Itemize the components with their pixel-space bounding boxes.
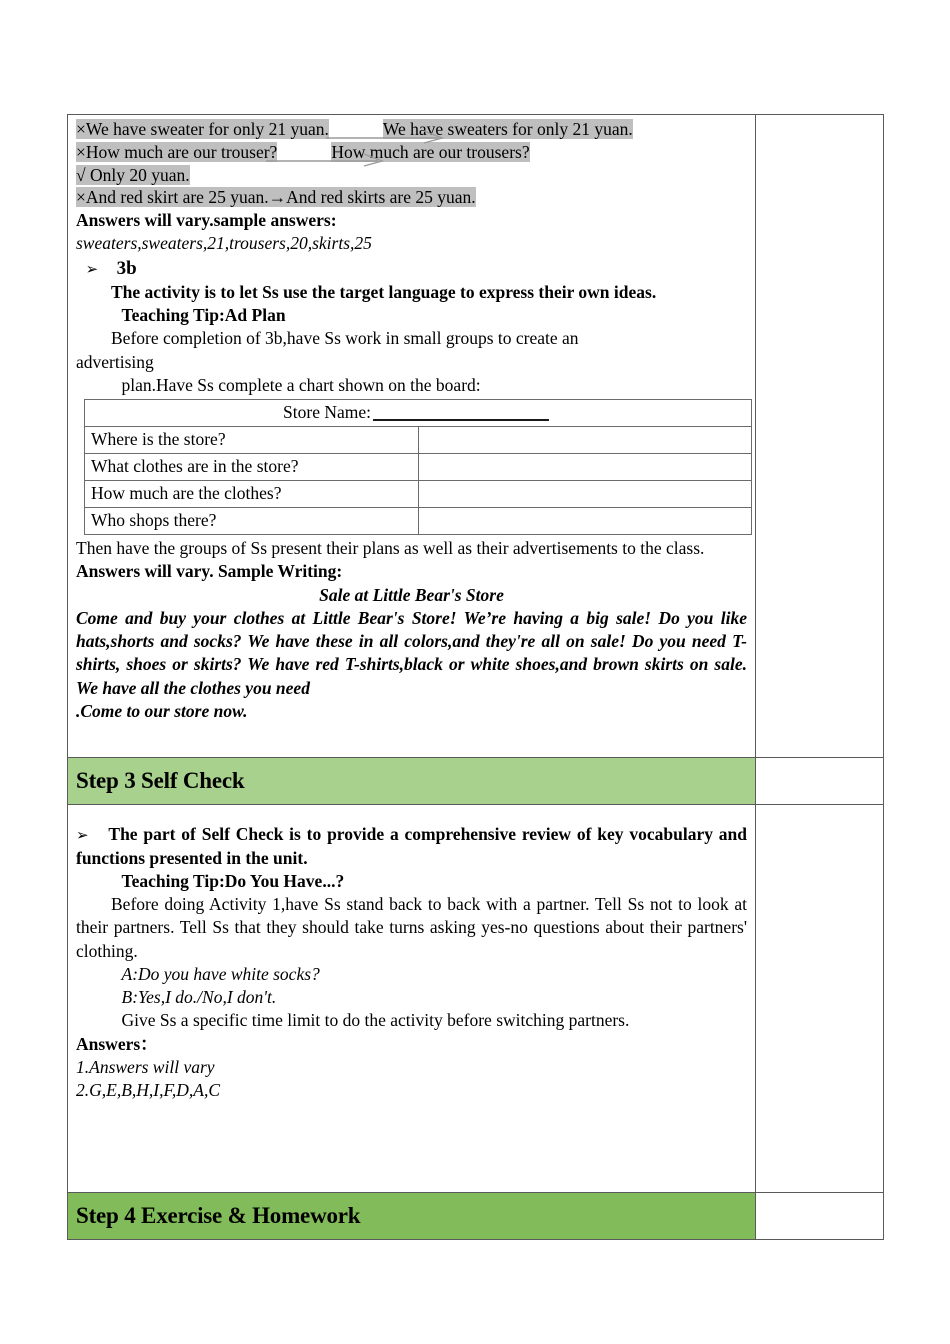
chart-row <box>85 427 752 454</box>
chart-row <box>85 508 752 535</box>
chart-row <box>85 481 752 508</box>
step3-band-cell <box>68 758 756 805</box>
lesson-plan-table <box>67 114 884 1240</box>
sample-writing-body: Come and buy your clothes at Little Bear's Store! We’re having a big sale! Do you like hats,shorts and socks? We have these in all colors,and they're all on sale! Do you need T-shirts, shoes or skirts? We have red T-shirts,black or white shoes,and brown skirts on sale. We have all the clothes you need <box>76 607 747 698</box>
store-name-label: Store Name: <box>283 402 371 423</box>
correction-line-4 <box>76 186 747 209</box>
tip-body-3b-line2: advertising <box>76 351 154 372</box>
sample-writing-title: Sale at Little Bear's Store <box>319 584 504 605</box>
table-row-step3-banner <box>68 758 884 805</box>
main-content-cell <box>68 115 756 758</box>
sample-writing-body-last: .Come to our store now. <box>76 700 248 721</box>
chart-question-2: What clothes are in the store? <box>85 454 419 481</box>
correction-line-1 <box>76 118 747 141</box>
teaching-tip-title-3b: Teaching Tip:Ad Plan <box>121 305 286 326</box>
chart-answer-3[interactable] <box>418 481 752 508</box>
correction-wrong-4: ×And red skirt are 25 yuan. <box>76 187 269 208</box>
table-row-content <box>68 115 884 758</box>
side-note-cell-1[interactable] <box>756 115 884 758</box>
step3-title: Step 3 Self Check <box>76 768 245 794</box>
answers-heading-3a: Answers will vary.sample answers: <box>76 210 337 230</box>
correction-wrong-2: ×How much are our trouser? <box>76 141 278 162</box>
step4-band-cell <box>68 1193 756 1240</box>
correction-right-2: How much are our trousers? <box>331 141 530 162</box>
chart-header-cell <box>85 400 752 427</box>
tip-body-3b-line3: plan.Have Ss complete a chart shown on the board: <box>121 374 481 395</box>
arrowhead-bullet-icon-step3: ➢ <box>76 826 89 845</box>
chart-question-3: How much are the clothes? <box>85 481 419 508</box>
step3-tip-closing: Give Ss a specific time limit to do the activity before switching partners. <box>121 1010 630 1031</box>
correction-line-2 <box>76 141 747 164</box>
section-3b-heading: 3b <box>116 257 137 279</box>
correction-wrong-1: ×We have sweater for only 21 yuan. <box>76 119 329 139</box>
correction-arrow-4: → <box>268 187 287 208</box>
chart-question-1: Where is the store? <box>85 427 419 454</box>
correction-wrong-3: √ Only 20 yuan. <box>76 164 190 185</box>
chart-answer-2[interactable] <box>418 454 752 481</box>
arrowhead-bullet-icon: ➢ <box>85 259 99 278</box>
step3-answers-heading: Answers： <box>76 1033 158 1054</box>
step3-dialogue-b: B:Yes,I do./No,I don't. <box>121 987 277 1008</box>
correction-right-4: And red skirts are 25 yuan. <box>286 187 476 208</box>
section-3b-heading-row <box>76 256 747 281</box>
chart-answer-4[interactable] <box>418 508 752 535</box>
correction-right-1: We have sweaters for only 21 yuan. <box>382 119 633 139</box>
correction-line-3 <box>76 164 747 187</box>
side-note-cell-2[interactable] <box>756 758 884 805</box>
tip-body-3b-line1: Before completion of 3b,have Ss work in small groups to create an <box>111 328 579 349</box>
step3-dialogue-a: A:Do you have white socks? <box>121 963 320 984</box>
chart-answer-1[interactable] <box>418 427 752 454</box>
chart-header-row <box>85 400 752 427</box>
step3-overview-row <box>76 823 747 870</box>
step3-answer-1: 1.Answers will vary <box>76 1056 215 1077</box>
section-3b-purpose: The activity is to let Ss use the target language to express their own ideas. <box>111 281 657 302</box>
store-name-write-line[interactable] <box>373 419 549 421</box>
table-row-step3-content <box>68 805 884 1193</box>
side-note-cell-3[interactable] <box>756 805 884 1193</box>
chart-question-4: Who shops there? <box>85 508 419 535</box>
step3-tip-body: Before doing Activity 1,have Ss stand back to back with a partner. Tell Ss not to look at their partners. Tell Ss that they should take turns asking yes-no questions about their partners' clothing. <box>76 894 747 961</box>
store-plan-chart <box>84 399 752 535</box>
step4-title: Step 4 Exercise & Homework <box>76 1203 361 1229</box>
teaching-tip-title-step3: Teaching Tip:Do You Have...? <box>121 870 345 891</box>
after-chart-text: Then have the groups of Ss present their plans as well as their advertisements to the class. <box>76 538 705 559</box>
answers-heading-3b: Answers will vary. Sample Writing: <box>76 561 343 582</box>
step3-answer-2: 2.G,E,B,H,I,F,D,A,C <box>76 1080 221 1101</box>
side-note-cell-4[interactable] <box>756 1193 884 1240</box>
step3-overview: The part of Self Check is to provide a comprehensive review of key vocabulary and functions presented in the unit. <box>76 824 748 868</box>
answers-text-3a: sweaters,sweaters,21,trousers,20,skirts,25 <box>76 233 372 254</box>
step3-content-cell <box>68 805 756 1193</box>
corrections-block <box>76 118 747 209</box>
table-row-step4-banner <box>68 1193 884 1240</box>
chart-row <box>85 454 752 481</box>
